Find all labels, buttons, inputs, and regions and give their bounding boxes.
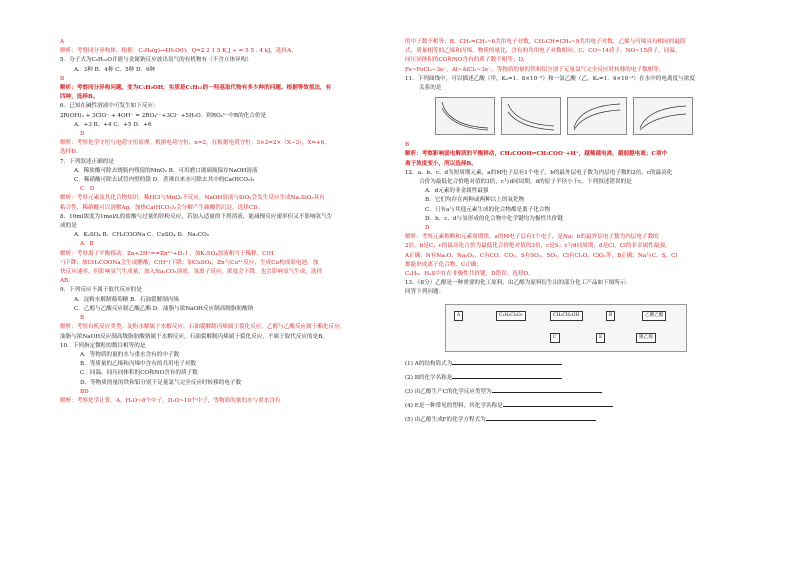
right_column_mid-line (405, 242, 745, 251)
questions-line (405, 400, 745, 411)
line-text: 11．下列曲线中，可以描述乙酸（甲，Kₐ=1．8×10⁻⁵）和一氯乙酸（乙，Kₐ=1．4×10⁻³）在水中的电离度与浓度 (405, 75, 695, 82)
line-text: Fe~FeCl₃~3e⁻，Al~AlCl₃~3e⁻，等物质的量的铁和铝分别于足量氯气完全反应时转移的电子数相等。 (405, 66, 665, 73)
left_column-line (60, 268, 390, 277)
answer-blank[interactable] (503, 400, 613, 407)
left_column-line (60, 139, 390, 148)
curve-graph-a (435, 97, 495, 135)
flow-box-b: B (606, 311, 615, 321)
line-text: BD (80, 388, 89, 395)
right_column_top-line (405, 38, 745, 47)
left_column-line (60, 93, 390, 102)
line-text: A．d元素的非金属性最强 (425, 188, 489, 195)
right_column_mid-line (405, 288, 745, 297)
right_column_mid-line (405, 279, 745, 288)
line-text: A．淀粉水解制葡萄糖 B．石油裂解制丙烯 (74, 296, 180, 303)
line-text: B (405, 142, 410, 149)
line-text: 6．已知在碱性溶液中可发生如下反应： (60, 103, 159, 110)
line-text: AB。 (60, 278, 74, 285)
questions-line (405, 358, 745, 369)
flow-box-ethanol: CH₃CH₂OH (550, 311, 583, 321)
left_column-line (60, 314, 390, 323)
left_column-line (60, 240, 390, 249)
line-text: (3) 由乙醇生产C的化学反应类型为 (405, 389, 492, 396)
left_column-line (60, 148, 390, 157)
line-text: D．b、c、d与氢形成的化合物中化学键均为极性共价键 (425, 215, 563, 222)
line-text: 解析：考察影响弱电解质的平衡移动，CH₃COOH⇌CH₃COO⁻+H⁺，越稀越电离，越弱越电离；C项中 (405, 151, 668, 158)
left_column-line (60, 286, 390, 295)
line-text: 油脂与浓NaOH反应制高级脂肪酸钠属于水解反应，石油裂解制丙烯属于裂化反应，不属于取代反应的是B。 (60, 333, 328, 340)
questions-line (405, 386, 745, 397)
line-text: 13．（8分）乙醇是一种重要的化工原料，由乙醇为原料衍生出的部分化工产品如下图所示： (405, 280, 632, 287)
left_column-line (60, 204, 390, 213)
line-text: A．K₂SO₄ B．CH₃COONa C．CuSO₄ D．Na₂CO₃ (74, 232, 209, 239)
right_column_mid-line (405, 233, 745, 242)
right_column_mid-line (405, 160, 745, 169)
line-text: 合价为最低化合价绝对值的3倍，c与d同周期，d的原子半径小于c。下列叙述错误的是 (419, 179, 632, 186)
right_column_mid-line (405, 270, 745, 279)
line-text: 解析：考察同分异构问题。变为C₅H₉OH，实质是C₅H₁₂的一羟基取代物有多少种的问题。根据等效氢法，有 (60, 85, 332, 92)
right_column_mid-line (405, 169, 745, 178)
left_column-line (60, 351, 390, 360)
right_column_top-line (405, 47, 745, 56)
line-text: 5．分子式为C₅H₁₀O并能与金属钠反应放出氢气的有机物有（不含立体异构） (60, 57, 252, 64)
line-text: C．稀硝酸可除去试管内壁的银 D．煮沸自来水可除去其中的Ca(HCO₃)₂ (74, 177, 255, 184)
line-text: 成的是 (60, 223, 77, 230)
line-text: A (60, 39, 65, 45)
left_column-line (60, 121, 390, 130)
line-text: 8．10ml浓度为1mol/L的盐酸与过量的锌粉反应，若加入适量的下列溶液，能减慢反应速率但又不影响氢气生 (60, 213, 333, 220)
line-text: 的中子数不相等；B，CH₂=CH₂~6共用电子对数，CH₃CH=CH₂~9共用电子对数，乙烯与丙烯具有相同的最简 (405, 39, 686, 45)
right_column_top-line (405, 75, 745, 84)
line-text: 解析：考察化学守恒与电荷守恒原理。根据电荷守恒，n=2，在根据电荷守恒：3×2=2×（X−3），X=+6， (60, 140, 330, 147)
left_column-line (60, 38, 390, 47)
left_column-line (60, 305, 390, 314)
line-text: 解析：考察离子平衡移动。Zn+2H⁺==Zn²⁺+H₂↑，加K₂SO₄溶液相当于稀释，C(H (60, 250, 274, 257)
curve-a-svg (436, 98, 494, 134)
left_column-line (60, 222, 390, 231)
line-text: B (80, 315, 85, 322)
line-text: 选择D。 (60, 149, 82, 156)
line-text: (2) B的化学名称是 (405, 374, 453, 381)
line-text: 粘合性，稀硝酸可以溶解Ag，加热Ca(HCO₃)₂会分解产生碳酸钙沉淀。选择CD。 (60, 204, 264, 211)
left_column-line (60, 259, 390, 268)
line-text: (1) A的结构简式为 (405, 360, 453, 367)
right_column_mid-line (405, 224, 745, 233)
curve-graph-b (501, 97, 561, 135)
line-text: 解析：考察元素推断和元素周期律。a的M电子层有1个电子，是Na；b的最外层电子数为内层电子数的 (405, 234, 659, 241)
line-text: C．D (80, 186, 95, 193)
line-text: 同压同体积的CO和NO含有的质子数不相等；D， (405, 57, 529, 64)
right-column (405, 38, 745, 429)
left_column-line (60, 231, 390, 240)
answer-blank[interactable] (492, 386, 602, 393)
line-text: A．等物质的量的水与重水含有的中子数 (80, 351, 180, 358)
line-text: 10．下列指定微粒的数目相等的是 (60, 342, 146, 349)
left_column-line (60, 66, 390, 75)
line-text: D (425, 225, 430, 232)
left_column-line (60, 323, 390, 332)
left_column-line (60, 277, 390, 286)
flow-box-e: E (596, 333, 605, 343)
right-top-text (405, 38, 745, 93)
curve-graph-d (633, 97, 693, 135)
right_column_top-line (405, 66, 745, 75)
right_column_mid-line (405, 252, 745, 261)
right_column_mid-line (405, 187, 745, 196)
line-text: 解析：考察元素及其化合物知识。稀HCl与MnO₂不反应，NaOH溶液与SiO₂会发生反应生成Na₂SiO₃具有 (60, 195, 325, 202)
curve-graph-c (567, 97, 627, 135)
left_column-line (60, 342, 390, 351)
line-text: 式，质量相等的乙烯和丙烯，物质的量比，含有的共用电子对数相同；C，CO~14质子，NO~15质子，同温、 (405, 48, 681, 55)
left_column-line (60, 75, 390, 84)
left_column-line (60, 167, 390, 176)
line-text: C₂H₆、H₂S中存在非极性共价键，D错误。选择D。 (405, 271, 534, 278)
left_column-line (60, 369, 390, 378)
line-text: 四种，选择B。 (60, 94, 99, 101)
left_column-line (60, 194, 390, 203)
right_column_mid-line (405, 141, 745, 150)
left_column-line (60, 250, 390, 259)
line-text: D．等物质的量的铁和铝分别于足量氯气完全反应时转移的电子数 (80, 379, 242, 386)
ethanol-flow-diagram (445, 304, 687, 352)
right_column_mid-line (405, 206, 745, 215)
left-column (60, 38, 390, 406)
left_column-line (60, 360, 390, 369)
line-text: 解析：考察同分异构体。根据：C₃H₈(g)→4H₂O(l)，Q=2 2 1 5 K J ÷ = 5 5 . 4 kJ，选择A。 (60, 48, 297, 55)
flow-box-c: C (550, 333, 560, 343)
line-text: (5) 由乙醇生成F的化学方程式为 (405, 417, 486, 424)
left_column-line (60, 388, 390, 397)
line-text: 解析：考察有机反应类型。淀粉水解属于水解反应，石油裂解制丙烯属于裂化反应，乙醇与乙酸反应属于酯化反应， (60, 324, 346, 331)
answer-blank[interactable] (452, 358, 562, 365)
line-text: C．只有a与其他元素生成的化合物都是离子化合物 (425, 206, 551, 213)
left_column-line (60, 56, 390, 65)
line-text: A．B (80, 241, 94, 248)
flow-box-chloro: C₂H₂Cl₂O₂ (496, 311, 526, 321)
flow-box-ester: 乙酸乙酯 (642, 311, 666, 321)
flow-box-a: A (454, 311, 463, 321)
right_column_mid-line (405, 196, 745, 205)
line-text: A．稀盐酸可除去烧瓶内残留的MnO₂ B．可用磨口玻璃瓶保存NaOH溶液 (74, 167, 258, 174)
questions-line (405, 414, 745, 425)
curve-c-svg (568, 98, 626, 134)
line-text: 关系的是 (419, 85, 442, 92)
left_column-line (60, 379, 390, 388)
line-text: 回答下列问题： (405, 289, 445, 296)
line-text: 快反应速率，但影响氢气生成量；加入Na₂CO₃溶液，氢离子反应，浓度会下降，也会影响氢气生成，选择 (60, 269, 323, 276)
line-text: ⁺)下降；加CH₃COONa会生成醋酸，C(H⁺)下降；加CuSO₄，Zn与Cu²⁺反应，生成Cu构成原电池，加 (60, 259, 319, 266)
answer-blank[interactable] (452, 372, 562, 379)
line-text: A．+3 B．+4 C．+5 D．+6 (74, 121, 152, 128)
line-text: D (80, 131, 85, 138)
line-text: C．同温、同压同体积的CO和NO含有的质子数 (80, 370, 198, 377)
right_column_top-line (405, 56, 745, 65)
left_column-line (60, 130, 390, 139)
flow-box-pe: 聚乙烯 (636, 333, 656, 343)
line-text: (4) E是一种常见的塑料，其化学名称是 (405, 403, 503, 410)
left_column-line (60, 333, 390, 342)
left_column-line (60, 84, 390, 93)
left_column-line (60, 176, 390, 185)
right_column_mid-line (405, 178, 745, 187)
right_column_top-line (405, 84, 745, 93)
left_column-line (60, 112, 390, 121)
left_column-line (60, 47, 390, 56)
line-text: 都能形成离子化合物，C正确； (405, 261, 482, 268)
line-text: 离子浓度变小，所以选择B。 (405, 160, 477, 167)
line-text: 12．a、b、c、d为短周期元素，a的M电子层有1个电子，b的最外层电子数为内层电子数的2倍，c的最高化 (405, 169, 673, 176)
left_column-line (60, 185, 390, 194)
line-text: 2倍，b是C；c的最高化合价为最低化合价绝对值的3倍，c是S；c与d同周期，d是Cl。Cl的非金属性最强， (405, 243, 671, 250)
left_column-line (60, 102, 390, 111)
left_column-line (60, 213, 390, 222)
left_column-line (60, 397, 390, 406)
right-mid-text (405, 141, 745, 297)
curve-d-svg (634, 98, 692, 134)
ionization-curves-figure (435, 97, 745, 137)
line-text: C．乙醇与乙酸反应制乙酸乙酯 D．油脂与浓NaOH反应制高级脂肪酸钠 (74, 305, 254, 312)
answer-blank[interactable] (486, 414, 596, 421)
question-13-items (405, 358, 745, 426)
curve-b-svg (502, 98, 560, 134)
right_column_mid-line (405, 215, 745, 224)
line-text: 2R(OH)₃ + 3ClO⁻ + 4OH⁻ = 2RO₄ⁿ⁻+3Cl⁻ +5H₂O。则RO₄ⁿ⁻中R的化合价是 (60, 112, 267, 119)
line-text: B．它们均存在两种或两种以上的氧化物 (425, 197, 525, 204)
questions-line (405, 372, 745, 383)
right_column_mid-line (405, 261, 745, 270)
line-text: 9．下列反应不属于取代反应的是 (60, 287, 142, 294)
line-text: B (60, 75, 65, 82)
line-text: A正确；N有Na₂O、Na₂O₂，C有CO、CO₂，S有SO₂、SO₃，Cl有Cl₂O、ClO₂等，B正确；Na与C、S、Cl (405, 252, 678, 259)
left_column-line (60, 158, 390, 167)
line-text: 7．下列叙述正确的是 (60, 158, 114, 165)
line-text: A．3种 B．4种 C．5种 D．6种 (74, 66, 156, 73)
line-text: B．等质量的乙烯和丙烯中含有的共用电子对数 (80, 361, 196, 368)
right_column_mid-line (405, 150, 745, 159)
left_column-line (60, 296, 390, 305)
line-text: 解析：考察化学计算。A，H₂O~8个中子，D₂O~10个中子，等物质的量的水与重水含有 (60, 397, 281, 404)
